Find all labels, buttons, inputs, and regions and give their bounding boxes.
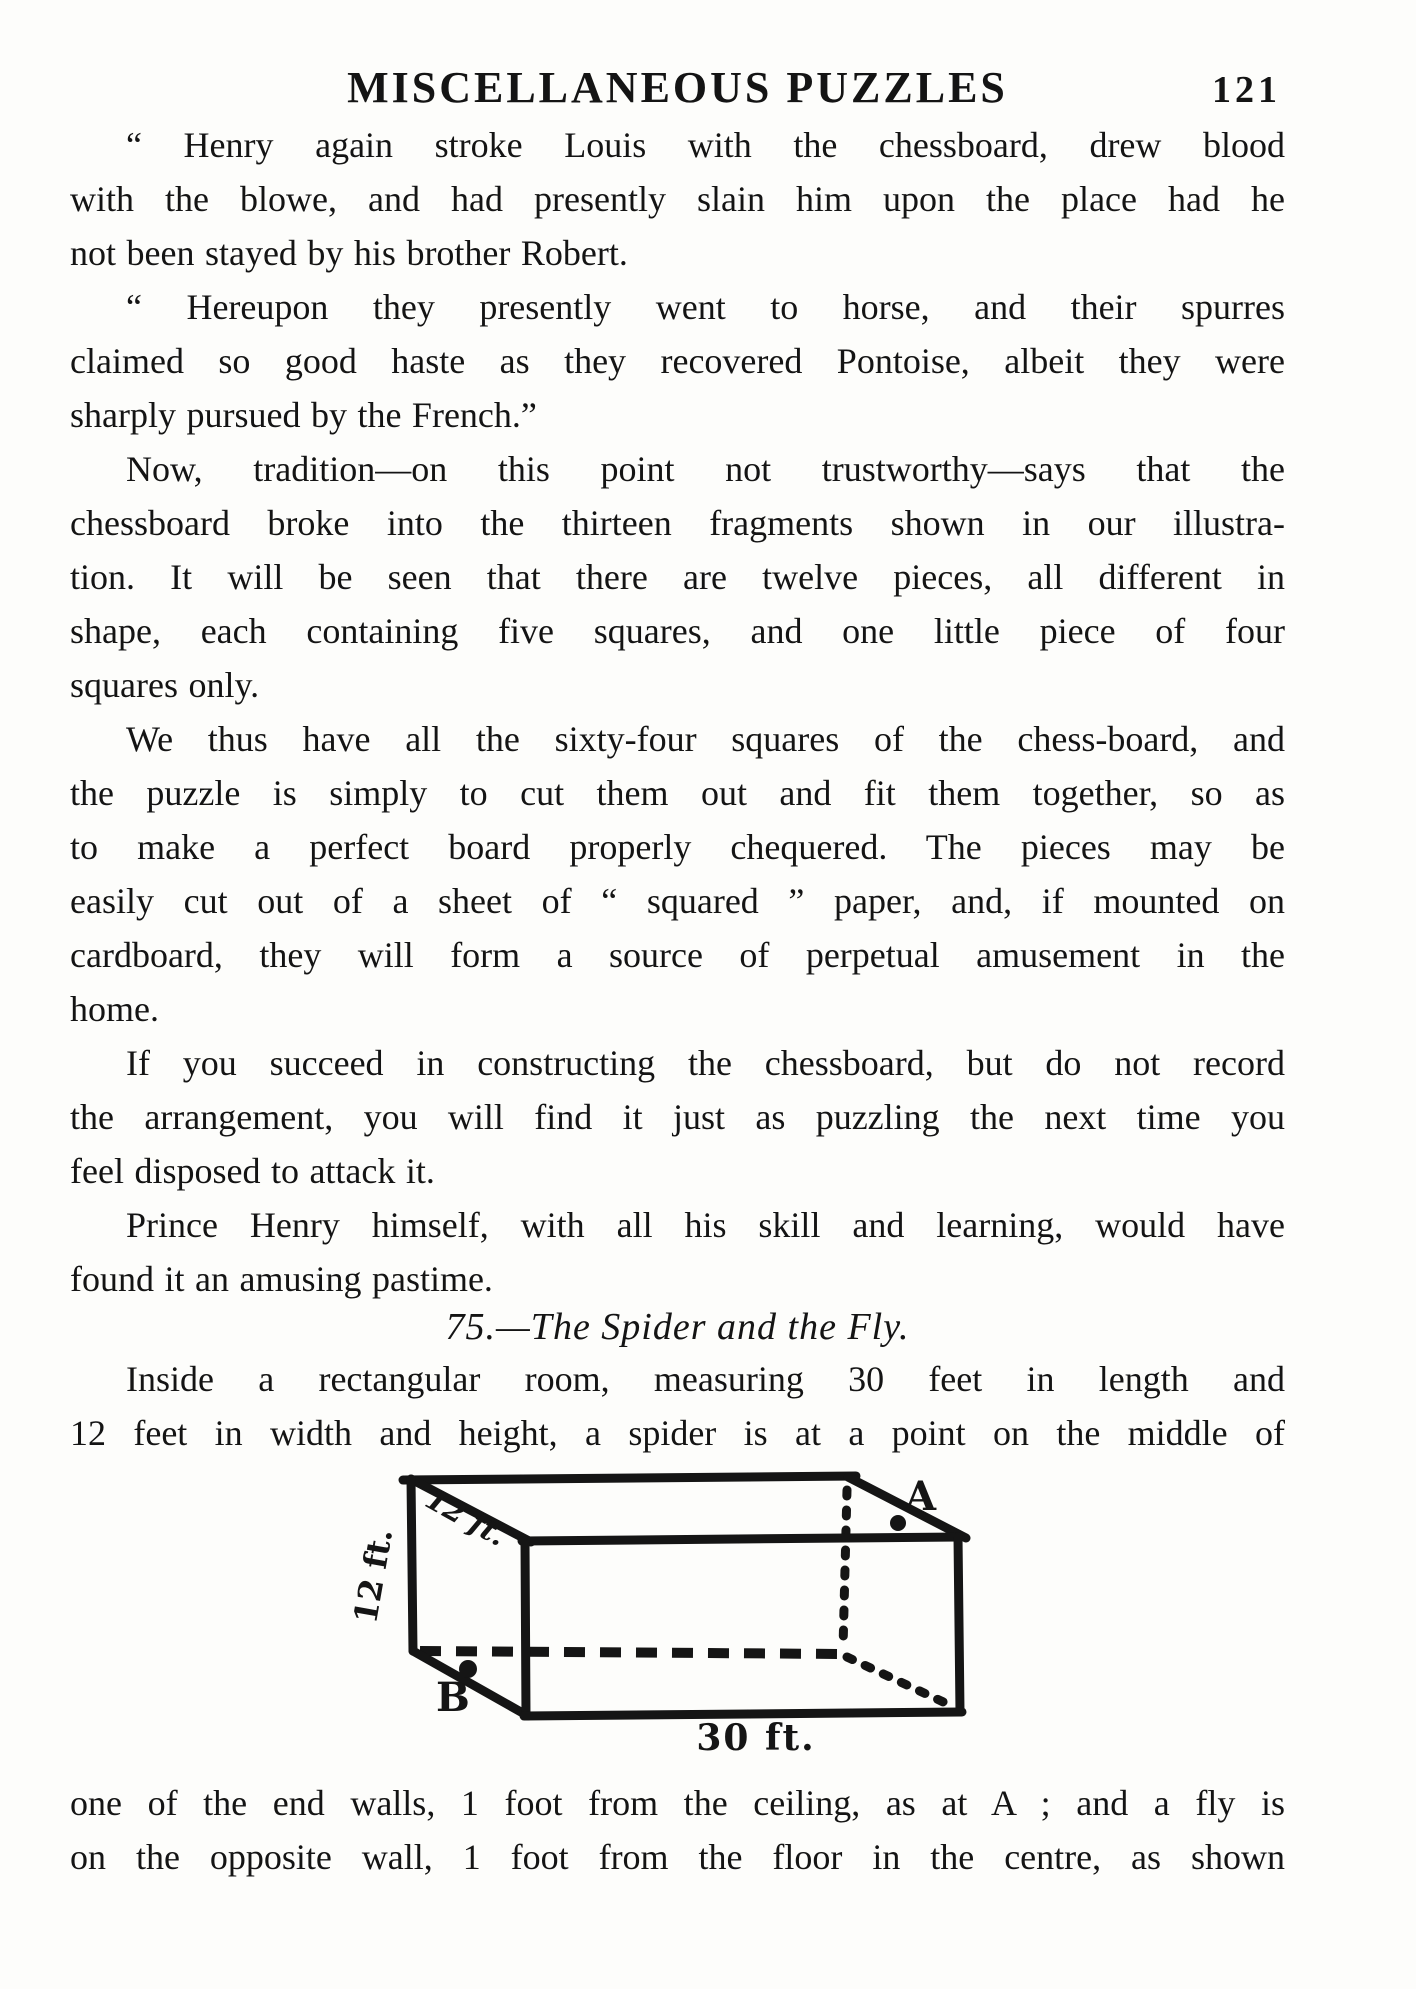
text-line: “ Hereupon they presently went to horse, and their spurres — [126, 287, 1285, 327]
label-a: A — [905, 1473, 937, 1520]
paragraph — [70, 1352, 1285, 1460]
text-line: chessboard broke into the thirteen fragments shown in our illustra- — [70, 503, 1285, 543]
edge-front-left-vertical — [525, 1541, 526, 1716]
text-line: the arrangement, you will find it just as puzzling the next time you — [70, 1097, 1285, 1137]
bottom-paragraphs — [70, 1776, 1285, 1884]
text-line: cardboard, they will form a source of perpetual amusement in the — [70, 935, 1285, 975]
text-line: Inside a rectangular room, measuring 30 feet in length and — [126, 1359, 1285, 1399]
text-line: easily cut out of a sheet of “ squared ” paper, and, if mounted on — [70, 881, 1285, 921]
paragraph — [70, 1036, 1285, 1198]
text-line: squares only. — [70, 665, 260, 705]
point-a-dot — [890, 1515, 906, 1531]
figure-room-diagram — [298, 1466, 1060, 1766]
text-line: to make a perfect board properly chequered. The pieces may be — [70, 827, 1285, 867]
text-line: “ Henry again stroke Louis with the chessboard, drew blood — [126, 125, 1285, 165]
top-paragraphs — [70, 118, 1285, 1306]
paragraph — [70, 118, 1285, 280]
text-line: We thus have all the sixty-four squares of the chess-board, and — [126, 719, 1285, 759]
section-heading: 75.—The Spider and the Fly. — [445, 1306, 910, 1348]
edge-top-front — [522, 1537, 960, 1541]
text-line: feel disposed to attack it. — [70, 1151, 435, 1191]
text-line: the puzzle is simply to cut them out and fit them together, so as — [70, 773, 1285, 813]
text-line: 12 feet in width and height, a spider is at a point on the middle of — [70, 1413, 1285, 1453]
label-b: B — [436, 1674, 470, 1721]
text-line: found it an amusing pastime. — [70, 1259, 493, 1299]
text-line: sharply pursued by the French.” — [70, 395, 537, 435]
text-line: Prince Henry himself, with all his skill and learning, would have — [126, 1205, 1285, 1245]
text-line: on the opposite wall, 1 foot from the floor in the centre, as shown — [70, 1837, 1285, 1877]
edge-back-bottom-dashed — [420, 1651, 843, 1654]
edge-bottom-right-dashed — [847, 1657, 954, 1707]
room-diagram-svg — [298, 1466, 1060, 1766]
mid-paragraphs — [70, 1352, 1285, 1460]
label-30ft: 30 ft. — [696, 1717, 816, 1759]
text-line: shape, each containing five squares, and one little piece of four — [70, 611, 1285, 651]
text-line: Now, tradition—on this point not trustworthy—says that the — [126, 449, 1285, 489]
page-title: MISCELLANEOUS PUZZLES — [347, 63, 1008, 112]
text-line: not been stayed by his brother Robert. — [70, 233, 628, 273]
paragraph — [70, 1776, 1285, 1884]
edge-front-right-vertical — [958, 1537, 960, 1712]
label-12ft-top: 12 ft. — [419, 1481, 512, 1554]
text-line: with the blowe, and had presently slain him upon the place had he — [70, 179, 1285, 219]
text-line: tion. It will be seen that there are twelve pieces, all different in — [70, 557, 1285, 597]
label-12ft-left: 12 ft. — [346, 1525, 401, 1627]
edge-back-right-vertical-dashed — [843, 1490, 847, 1648]
text-line: claimed so good haste as they recovered Pontoise, albeit they were — [70, 341, 1285, 381]
text-line: If you succeed in constructing the chessboard, but do not record — [126, 1043, 1285, 1083]
paragraph — [70, 442, 1285, 712]
running-header — [70, 60, 1285, 116]
paragraph — [70, 280, 1285, 442]
paragraph — [70, 712, 1285, 1036]
paragraph — [70, 1198, 1285, 1306]
text-line: home. — [70, 989, 159, 1029]
edge-top-back — [403, 1476, 856, 1480]
text-line: one of the end walls, 1 foot from the ceiling, as at A ; and a fly is — [70, 1783, 1285, 1823]
edge-left-vertical — [411, 1479, 413, 1651]
page-number: 121 — [1212, 69, 1281, 111]
body-text — [70, 118, 1285, 1884]
edge-bottom-front — [524, 1712, 962, 1716]
